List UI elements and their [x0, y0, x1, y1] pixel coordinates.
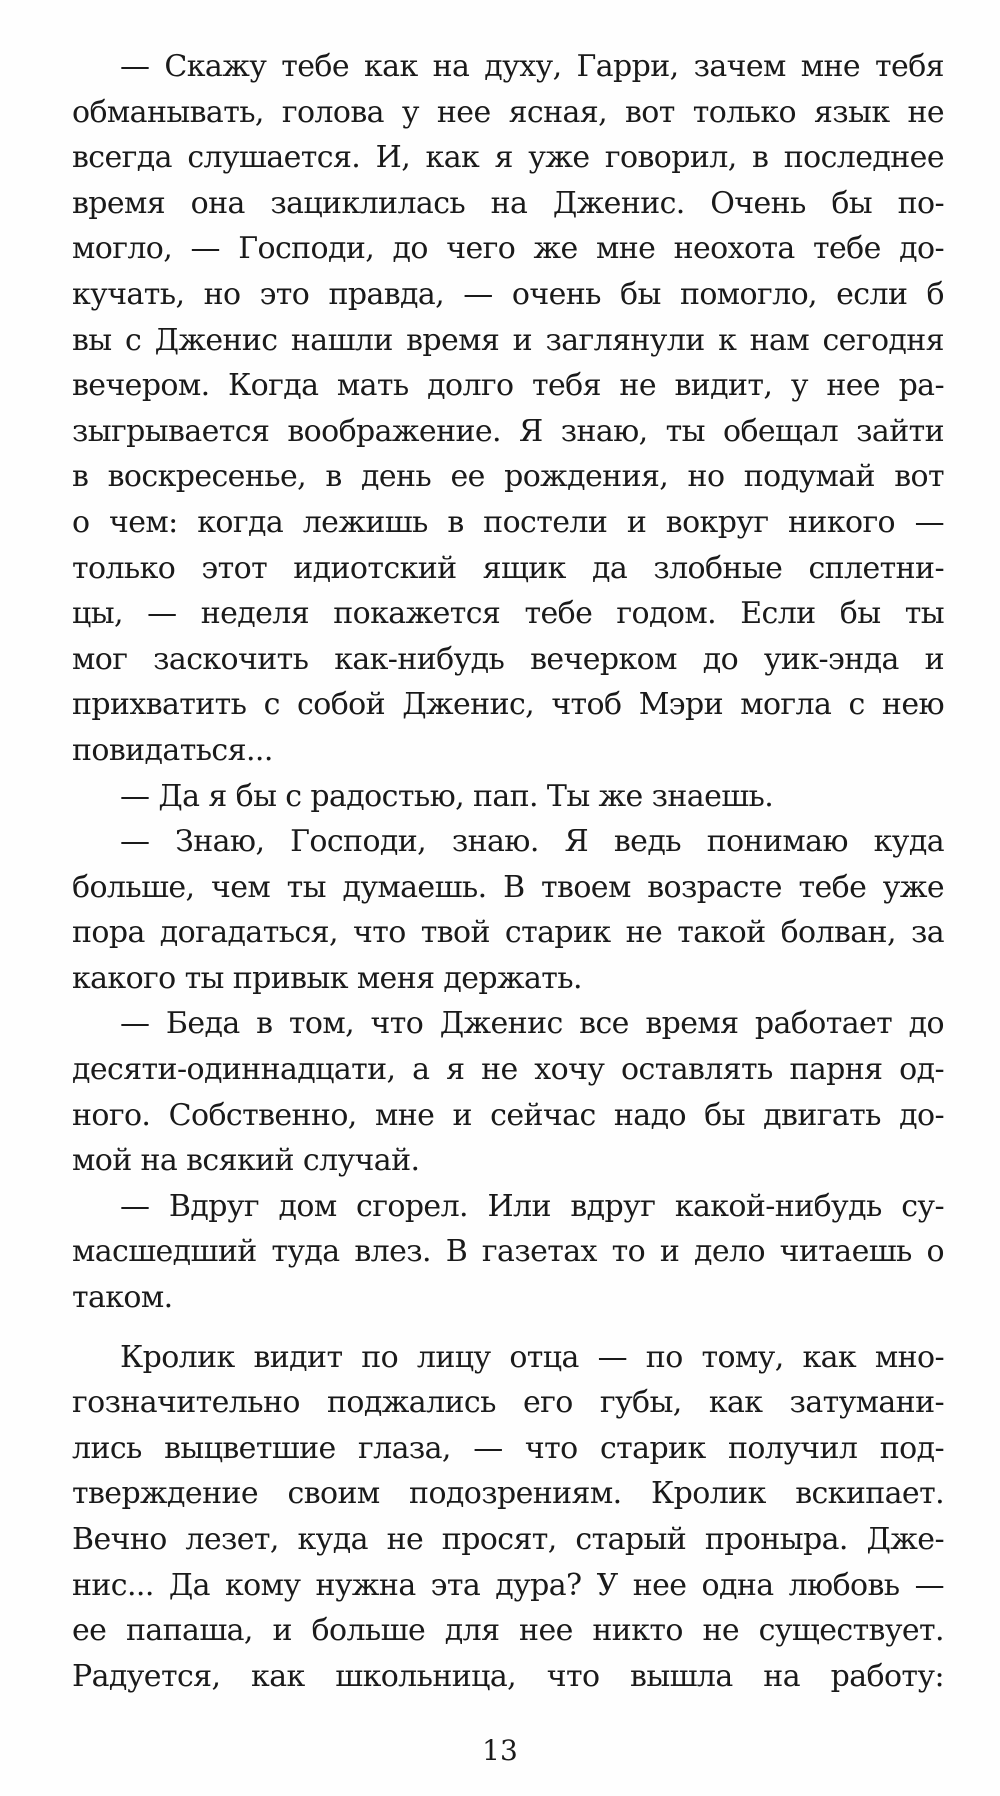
text-line: вы с Дженис нашли время и заглянули к нам сегодня [72, 322, 944, 358]
body-text [72, 44, 944, 1699]
text-line: в воскресенье, в день ее рождения, но подумай вот [72, 459, 944, 495]
text-line: пора догадаться, что твой старик не такой болван, за [72, 915, 944, 951]
text-line: о чем: когда лежишь в постели и вокруг никого — [72, 504, 944, 540]
text-line: тверждение своим подозрениям. Кролик вскипает. [72, 1476, 944, 1512]
text-line: зыгрывается воображение. Я знаю, ты обещал зайти [72, 413, 944, 449]
text-line: Радуется, как школьница, что вышла на работу: [72, 1658, 944, 1694]
text-line: ного. Собственно, мне и сейчас надо бы двигать до- [72, 1097, 944, 1133]
text-line: — Да я бы с радостью, пап. Ты же знаешь. [120, 778, 774, 814]
text-line: гозначительно поджались его губы, как затумани- [72, 1385, 944, 1421]
text-line: цы, — неделя покажется тебе годом. Если бы ты [72, 596, 944, 632]
text-line: лись выцветшие глаза, — что старик получил под- [72, 1430, 944, 1466]
text-line: время она зациклилась на Дженис. Очень бы по- [72, 185, 944, 221]
text-line: обманывать, голова у нее ясная, вот только язык не [72, 94, 944, 130]
text-line: могло, — Господи, до чего же мне неохота тебе до- [72, 231, 944, 267]
text-line: мог заскочить как-нибудь вечерком до уик-энда и [72, 641, 944, 677]
text-line: какого ты привык меня держать. [72, 960, 582, 996]
text-line: нис... Да кому нужна эта дура? У нее одна любовь — [72, 1567, 944, 1603]
text-line: ее папаша, и больше для нее никто не существует. [72, 1613, 944, 1649]
page-number: 13 [482, 1734, 518, 1767]
text-line: — Беда в том, что Дженис все время работает до [120, 1006, 944, 1042]
text-line: — Вдруг дом сгорел. Или вдруг какой-нибудь су- [120, 1188, 944, 1224]
text-line: таком. [72, 1280, 173, 1316]
text-line: Вечно лезет, куда не просят, старый проныра. Дже- [72, 1522, 944, 1557]
text-line: — Скажу тебе как на духу, Гарри, зачем мне тебя [120, 49, 944, 84]
text-line: Кролик видит по лицу отца — по тому, как мно- [120, 1339, 944, 1375]
text-line: больше, чем ты думаешь. В твоем возрасте тебе уже [72, 869, 944, 905]
text-line: повидаться... [72, 732, 273, 768]
text-line: десяти-одиннадцати, а я не хочу оставлять парня од- [72, 1052, 944, 1088]
text-line: только этот идиотский ящик да злобные сплетни- [72, 550, 944, 586]
text-line: — Знаю, Господи, знаю. Я ведь понимаю куда [120, 824, 944, 860]
text-line: вечером. Когда мать долго тебя не видит, у нее ра- [72, 368, 944, 404]
text-line: мой на всякий случай. [72, 1143, 420, 1179]
text-line: всегда слушается. И, как я уже говорил, в последнее [72, 140, 944, 176]
text-line: кучать, но это правда, — очень бы помогло, если б [72, 276, 944, 312]
text-line: масшедший туда влез. В газетах то и дело читаешь о [72, 1234, 944, 1270]
paragraph-gap [72, 1321, 944, 1335]
text-line: прихватить с собой Дженис, чтоб Мэри могла с нею [72, 687, 944, 723]
